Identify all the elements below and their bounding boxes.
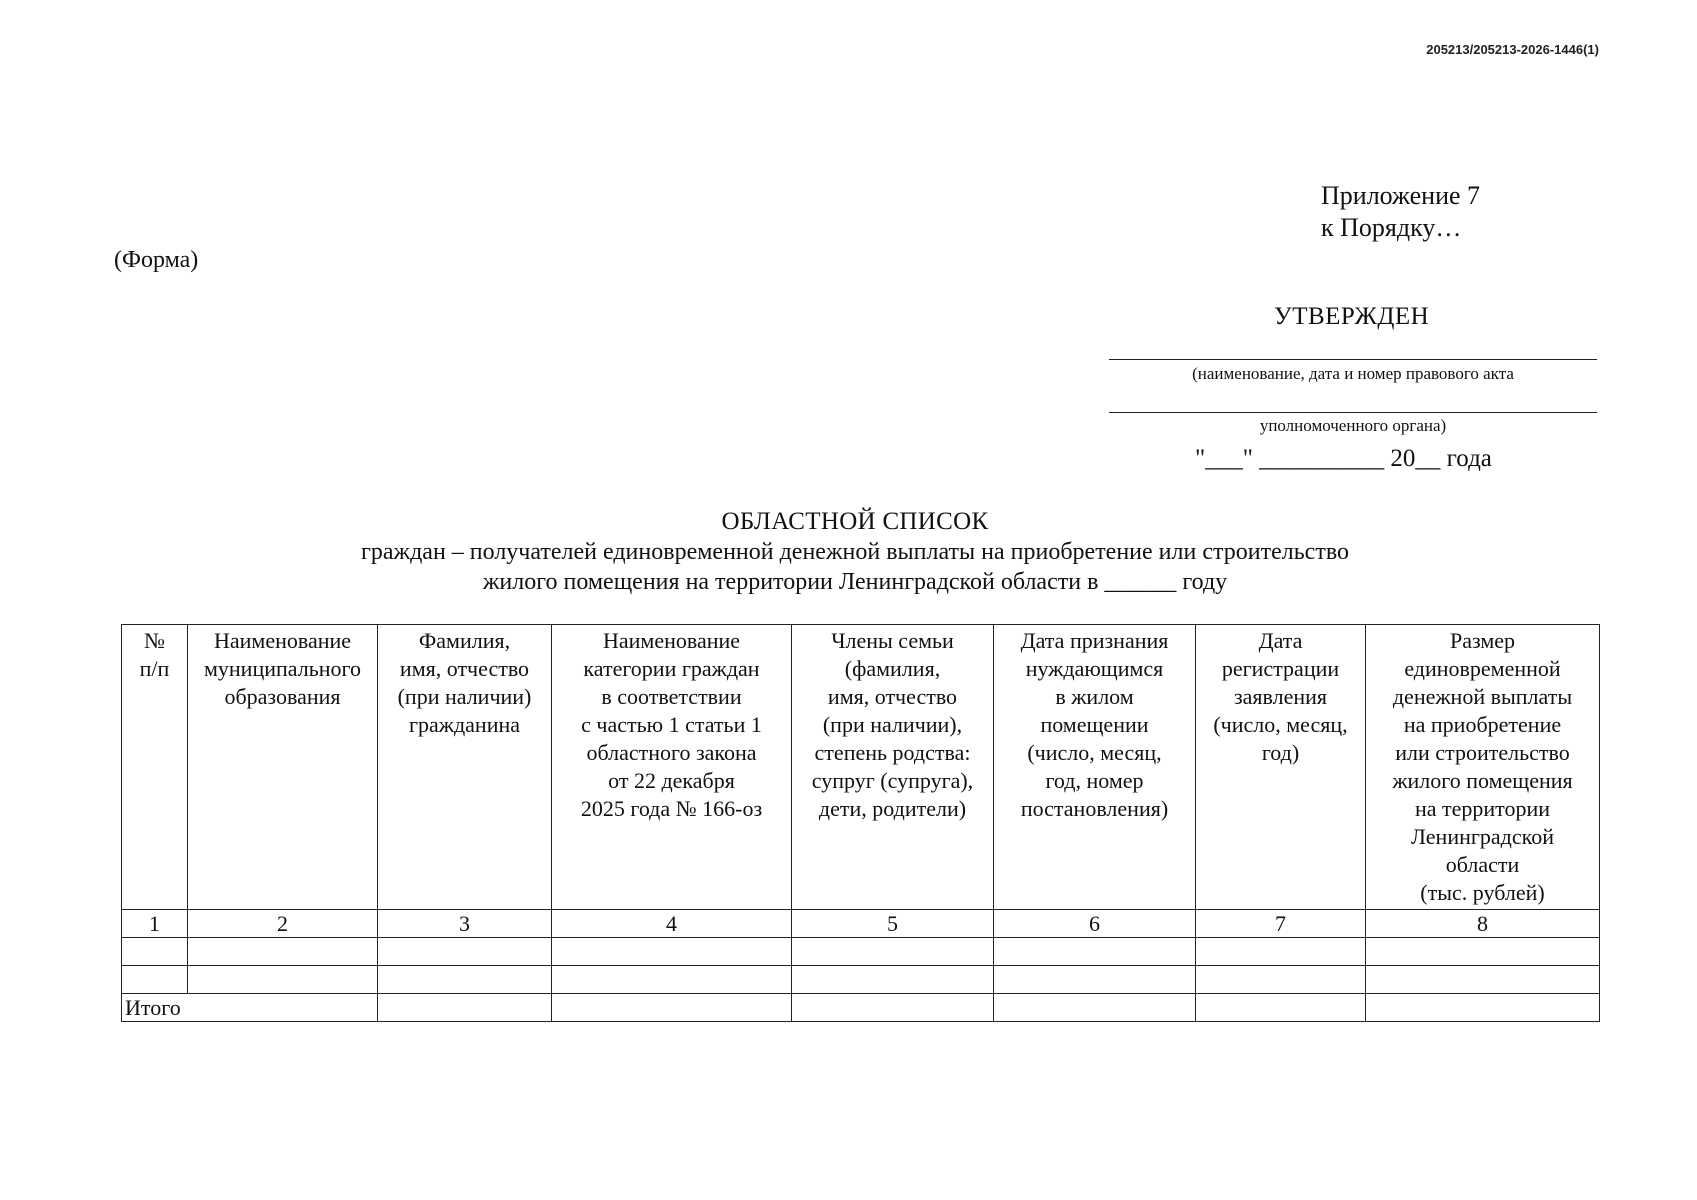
header-category: Наименование категории граждан в соответствии с частью 1 статьи 1 областного закона от 22 декабря 2025 года № 166-оз [552,625,792,910]
approval-date-line: "___" __________ 20__ года [1195,445,1492,472]
approval-caption-2: уполномоченного органа) [1259,416,1447,435]
total-label: Итого [122,994,378,1022]
table-cell [1366,966,1600,994]
document-title: ОБЛАСТНОЙ СПИСОК [721,508,989,535]
table-cell [792,966,994,994]
approved-title: УТВЕРЖДЕН [1274,303,1430,330]
approval-blank-line-1 [1109,359,1597,360]
table-cell [1366,938,1600,966]
column-number: 1 [122,910,188,938]
table-cell [792,938,994,966]
header-recognition-date: Дата признания нуждающимся в жилом помещении (число, месяц, год, номер постановления) [994,625,1196,910]
column-number: 8 [1366,910,1600,938]
document-heading [100,507,1610,597]
column-number-row [122,910,1600,938]
table-cell [378,966,552,994]
document-id: 205213/205213-2026-1446(1) [1426,42,1599,57]
appendix-number: Приложение 7 [1321,181,1481,210]
appendix-reference [1321,180,1480,244]
column-number: 5 [792,910,994,938]
table-cell [552,994,792,1022]
header-payment-amount: Размер единовременной денежной выплаты на приобретение или строительство жилого помещения на территории Ленинградской области (тыс. рублей) [1366,625,1600,910]
table-cell [1196,938,1366,966]
approval-caption-1: (наименование, дата и номер правового акта [1192,364,1514,383]
form-label: (Форма) [114,247,199,273]
table-cell [994,938,1196,966]
table-cell [122,938,188,966]
appendix-order: к Порядку… [1321,213,1462,242]
header-family-members: Члены семьи (фамилия, имя, отчество (при наличии), степень родства: супруг (супруга), дети, родители) [792,625,994,910]
table-cell [792,994,994,1022]
document-subtitle-line-2: жилого помещения на территории Ленинградской области в ______ году [482,569,1228,595]
table-cell [188,938,378,966]
header-municipality: Наименование муниципального образования [188,625,378,910]
header-number: № п/п [122,625,188,910]
table-cell [994,994,1196,1022]
table-cell [378,994,552,1022]
table-row [122,966,1600,994]
header-registration-date: Дата регистрации заявления (число, месяц, год) [1196,625,1366,910]
table-cell [1196,994,1366,1022]
document-subtitle-line-1: граждан – получателей единовременной денежной выплаты на приобретение или строительство [361,539,1349,565]
column-number: 4 [552,910,792,938]
table-header-row [122,625,1600,910]
table-cell [552,966,792,994]
column-number: 3 [378,910,552,938]
table-cell [1366,994,1600,1022]
column-number: 7 [1196,910,1366,938]
column-number: 2 [188,910,378,938]
table-cell [994,966,1196,994]
table-cell [188,966,378,994]
header-citizen-name: Фамилия, имя, отчество (при наличии) гражданина [378,625,552,910]
table-row [122,938,1600,966]
approval-blank-line-2 [1109,412,1597,413]
table-cell [1196,966,1366,994]
column-number: 6 [994,910,1196,938]
regional-list-table [121,624,1600,1022]
table-cell [122,966,188,994]
total-row [122,994,1600,1022]
table-cell [552,938,792,966]
table-cell [378,938,552,966]
